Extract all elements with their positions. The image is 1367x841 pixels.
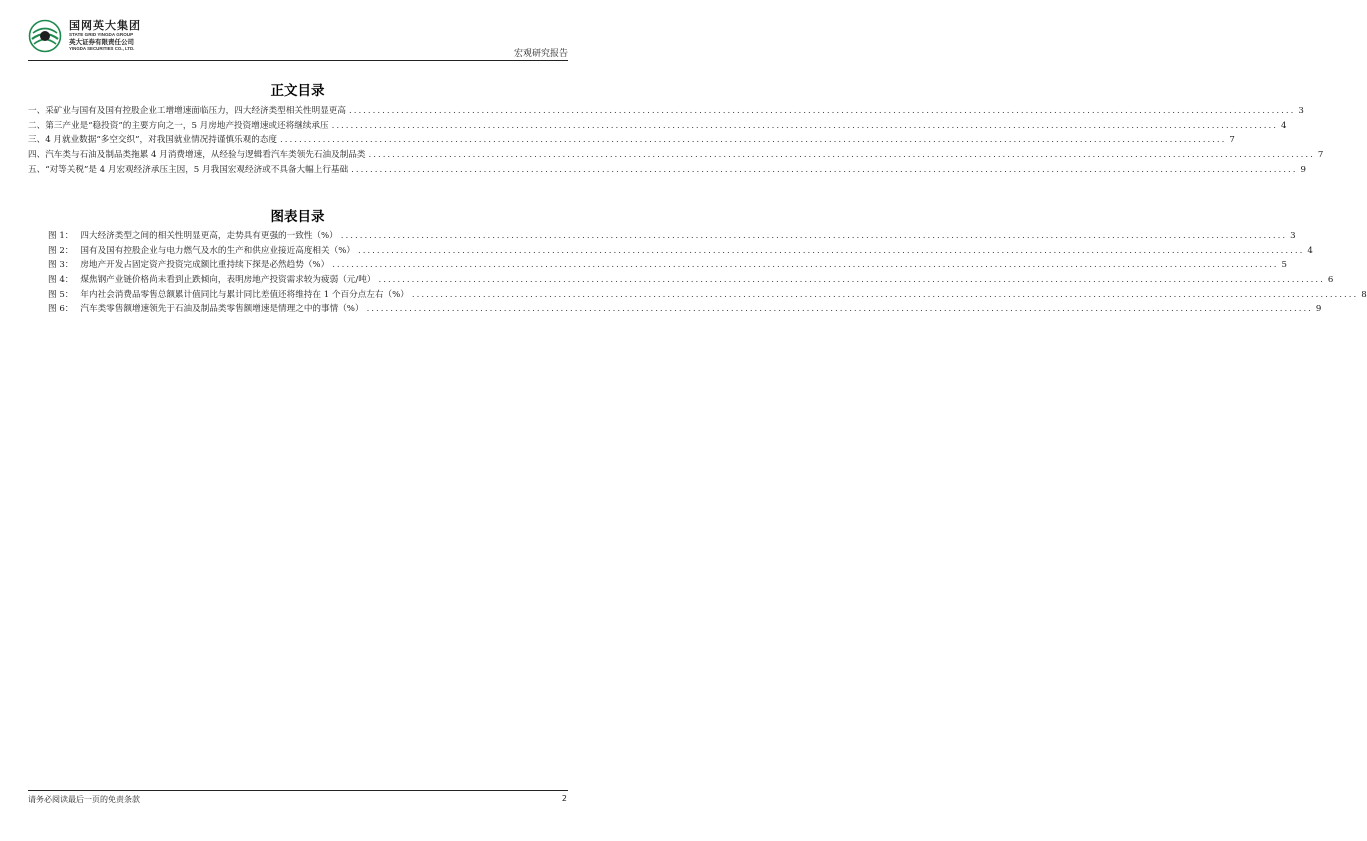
page-header [28, 16, 568, 60]
dot-leader: ........................................................................................................................................................................................................ [366, 304, 1313, 315]
dot-leader: ........................................................................................................................................................................................................ [280, 135, 1227, 146]
figure-entry[interactable] [28, 288, 1367, 303]
figure-entry-title: 汽车类零售额增速领先于石油及制品类零售额增速是情理之中的事情（%） [80, 304, 364, 315]
figure-entry-page: 3 [1290, 231, 1296, 241]
dot-leader: ........................................................................................................................................................................................................ [378, 275, 1325, 286]
toc-entry-title: 三、4 月就业数据“多空交织”，对我国就业情况持谨慎乐观的态度 [28, 135, 278, 146]
securities-name-cn: 英大证券有限责任公司 [69, 38, 134, 46]
securities-name-en: YINGDA SECURITIES CO., LTD. [69, 46, 135, 51]
dot-leader: ........................................................................................................................................................................................................ [348, 106, 1296, 116]
dot-leader: ........................................................................................................................................................................................................ [411, 289, 1359, 300]
figure-entry-title: 房地产开发占固定资产投资完成额比重持续下探是必然趋势（%） [80, 260, 330, 271]
dot-leader: ........................................................................................................................................................................................................ [340, 231, 1288, 241]
figure-entry[interactable] [28, 229, 1296, 244]
footer-divider [28, 790, 568, 791]
company-name-en: STATE GRID YINGDA GROUP [69, 32, 134, 37]
figure-entry-title: 国有及国有控股企业与电力燃气及水的生产和供应业接近高度相关（%） [80, 245, 355, 256]
figure-entry-label: 图 5： [48, 289, 74, 300]
dot-leader: ........................................................................................................................................................................................................ [351, 164, 1298, 175]
figure-entry-label: 图 2： [48, 245, 74, 256]
toc-entry-title: 五、“对等关税”是 4 月宏观经济承压主因，5 月我国宏观经济或不具备大幅上行基础 [28, 164, 349, 175]
toc-entry[interactable] [28, 163, 1306, 178]
toc-entry-page: 9 [1300, 164, 1306, 175]
header-divider [28, 60, 568, 61]
toc-entry-title: 一、采矿业与国有及国有控股企业工增增速面临压力，四大经济类型相关性明显更高 [28, 106, 346, 116]
toc-entry[interactable] [28, 148, 1324, 163]
figure-entry-page: 6 [1327, 275, 1334, 286]
figure-entry-label: 图 6： [48, 304, 74, 315]
dot-leader: ........................................................................................................................................................................................................ [368, 150, 1315, 161]
toc-entry-page: 3 [1298, 106, 1304, 116]
toc-entry-title: 四、汽车类与石油及制品类拖累 4 月消费增速，从经验与逻辑看汽车类领先石油及制品类 [28, 150, 366, 161]
state-grid-logo-icon [28, 19, 62, 53]
dot-leader: ........................................................................................................................................................................................................ [331, 120, 1278, 131]
toc-entry-page: 7 [1229, 135, 1235, 146]
toc-entry[interactable] [28, 119, 1287, 134]
footer-page-number: 2 [561, 794, 567, 803]
company-name-cn: 国网英大集团 [69, 19, 141, 32]
dot-leader: ........................................................................................................................................................................................................ [357, 245, 1305, 256]
toc-entry-page: 4 [1280, 120, 1287, 131]
figure-entry-page: 4 [1307, 245, 1313, 256]
figure-entry-title: 四大经济类型之间的相关性明显更高，走势具有更强的一致性（%） [80, 231, 338, 241]
figure-entry-page: 9 [1315, 304, 1322, 315]
toc-list [28, 104, 1324, 177]
dot-leader: ........................................................................................................................................................................................................ [332, 260, 1279, 271]
figure-entry-label: 图 4： [48, 275, 74, 286]
company-logo-text [69, 19, 141, 51]
figure-entry-title: 煤焦钢产业链价格尚未看到止跌倾向，表明房地产投资需求较为疲弱（元/吨） [80, 275, 376, 286]
toc-entry-page: 7 [1317, 150, 1324, 161]
toc-entry[interactable] [28, 104, 1304, 119]
figure-entry[interactable] [28, 302, 1322, 317]
figure-entry-page: 8 [1361, 289, 1367, 300]
figure-entry-label: 图 3： [48, 260, 74, 271]
figure-entry[interactable] [28, 258, 1287, 273]
toc-entry[interactable] [28, 133, 1235, 148]
figure-entry-page: 5 [1281, 260, 1287, 271]
report-type: 宏观研究报告 [513, 49, 568, 59]
figure-entry[interactable] [28, 273, 1334, 288]
figures-list [28, 229, 1367, 317]
footer-disclaimer: 请务必阅读最后一页的免责条款 [28, 795, 140, 804]
toc-title: 正文目录 [270, 83, 325, 99]
figure-entry[interactable] [28, 244, 1313, 259]
figures-title: 图表目录 [270, 209, 325, 225]
figure-entry-title: 年内社会消费品零售总额累计值同比与累计同比差值还将维持在 1 个百分点左右（%） [80, 289, 409, 300]
toc-entry-title: 二、第三产业是“稳投资”的主要方向之一，5 月房地产投资增速或还将继续承压 [28, 120, 329, 131]
figure-entry-label: 图 1： [48, 231, 74, 241]
